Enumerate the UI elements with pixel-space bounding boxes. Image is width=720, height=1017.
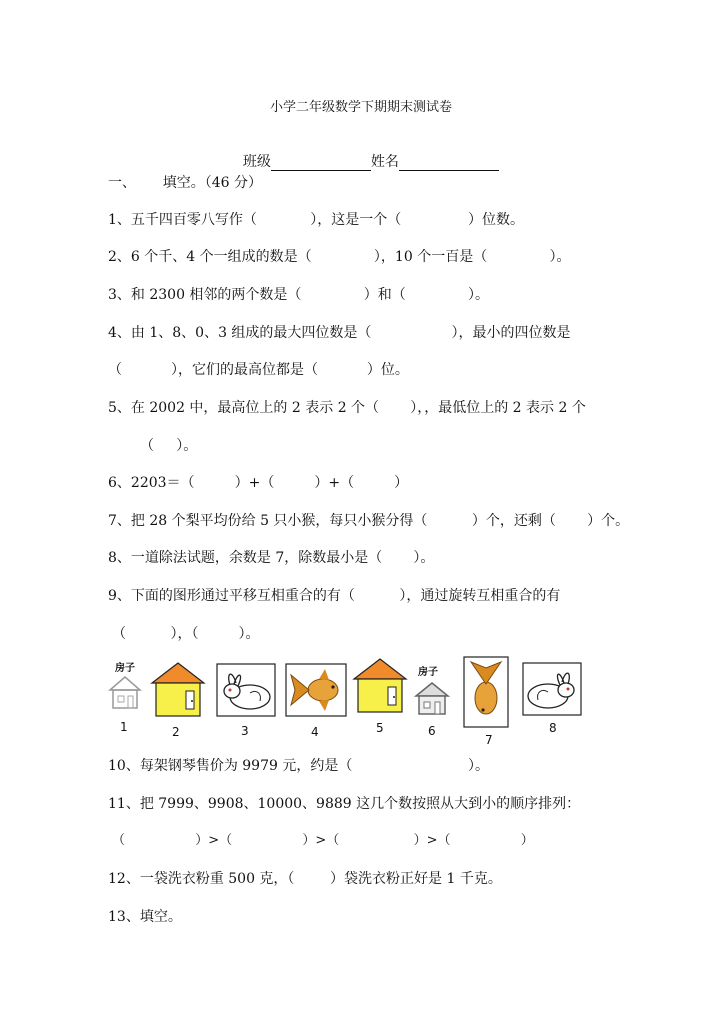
question-3: 3、和 2300 相邻的两个数是（ ）和（ ）。 — [108, 287, 490, 303]
question-5-cont: （ ）。 — [140, 438, 198, 454]
question-1: 1、五千四百零八写作（ ），这是一个（ ）位数。 — [108, 212, 525, 228]
house-sketch-icon — [412, 678, 452, 718]
figure-number-1: 1 — [120, 720, 128, 734]
goldfish-icon — [285, 663, 347, 717]
header-line — [234, 135, 499, 171]
question-12: 12、一袋洗衣粉重 500 克，（ ）袋洗衣粉正好是 1 千克。 — [108, 871, 502, 887]
question-8: 8、一道除法试题，余数是 7，除数最小是（ ）。 — [108, 550, 435, 566]
question-6: 6、2203＝（ ）+（ ）+（ ） — [108, 475, 409, 491]
question-11-cont: （ ）>（ ）>（ ）>（ ） — [112, 833, 534, 848]
question-5: 5、在 2002 中，最高位上的 2 表示 2 个（ ），，最低位上的 2 表示 2 个 — [108, 400, 586, 416]
figure-number-6: 6 — [428, 724, 436, 738]
section-1-heading: 一、 填空。（46 分） — [108, 175, 262, 191]
figure-number-5: 5 — [376, 721, 384, 735]
question-4-cont: （ ），它们的最高位都是（ ）位。 — [108, 362, 409, 378]
figure-number-4: 4 — [311, 725, 319, 739]
question-13: 13、填空。 — [108, 909, 182, 925]
rabbit-icon — [216, 663, 276, 717]
name-label: 姓名 — [370, 154, 399, 170]
question-10: 10、每架钢琴售价为 9979 元，约是（ ）。 — [108, 758, 490, 774]
question-9-cont: （ ），（ ）。 — [112, 626, 260, 642]
figure-number-7: 7 — [485, 733, 493, 747]
goldfish-icon — [463, 656, 509, 728]
house-icon — [150, 661, 206, 719]
figure-number-3: 3 — [241, 724, 249, 738]
class-blank — [271, 156, 371, 171]
question-2: 2、6 个千、4 个一组成的数是（ ），10 个一百是（ ）。 — [108, 249, 571, 265]
question-4: 4、由 1、8、0、3 组成的最大四位数是（ ），最小的四位数是 — [108, 325, 571, 341]
question-9: 9、下面的图形通过平移互相重合的有（ ），通过旋转互相重合的有 — [108, 588, 561, 604]
rabbit-icon — [522, 662, 582, 716]
house-label-6: 房子 — [418, 667, 438, 678]
class-label: 班级 — [242, 154, 271, 170]
figure-number-8: 8 — [549, 721, 557, 735]
house-icon — [352, 657, 408, 715]
house-label-1: 房子 — [115, 663, 135, 674]
question-7: 7、把 28 个梨平均份给 5 只小猴，每只小猴分得（ ）个，还剩（ ）个。 — [108, 513, 630, 529]
house-sketch-icon — [106, 672, 144, 712]
name-blank — [399, 156, 499, 171]
figure-number-2: 2 — [172, 725, 180, 739]
question-11: 11、把 7999、9908、10000、9889 这几个数按照从大到小的顺序排列： — [108, 796, 581, 812]
page-title: 小学二年级数学下期期末测试卷 — [270, 100, 453, 115]
